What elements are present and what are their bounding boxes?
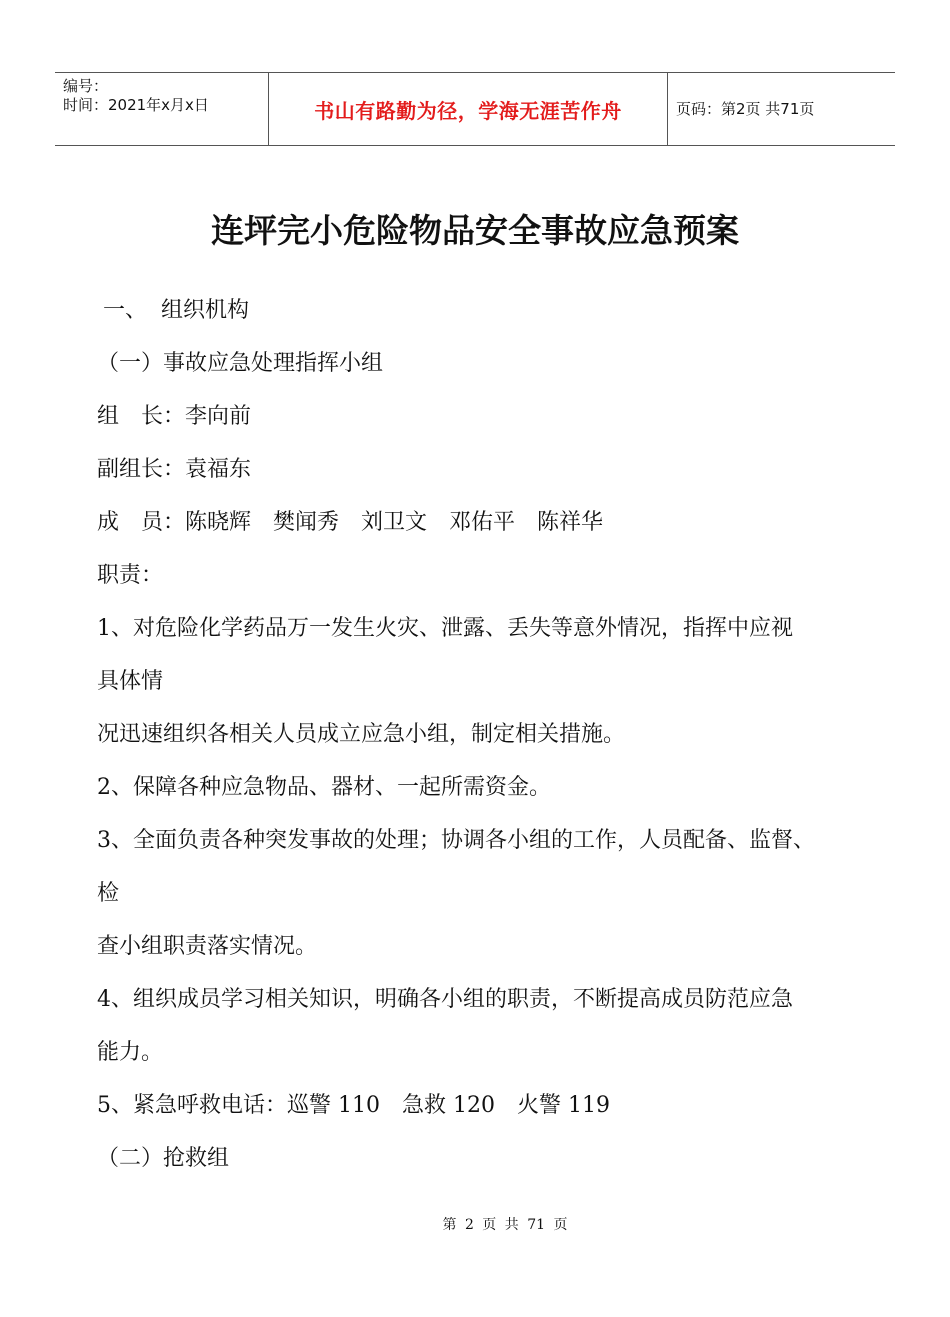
duties-heading: 职责： — [97, 563, 164, 588]
document-number-label: 编号： — [63, 77, 109, 95]
header-meta-cell — [55, 73, 268, 145]
header-page-info: 页码：第2页 共71页 — [676, 99, 815, 118]
subsection-heading: （二）抢救组 — [97, 1146, 230, 1171]
duty-item-5: 5、紧急呼救电话：巡警 110 急救 120 火警 119 — [97, 1093, 610, 1118]
leader-line: 组 长：李向前 — [97, 404, 252, 429]
deputy-leader-line: 副组长：袁福东 — [97, 457, 252, 482]
document-title: 连坪完小危险物品安全事故应急预案 — [211, 211, 739, 250]
duty-item-4-cont: 能力。 — [97, 1040, 164, 1065]
page-header — [55, 72, 895, 146]
duty-item-1: 1、对危险化学药品万一发生火灾、泄露、丢失等意外情况，指挥中应视 — [97, 616, 793, 641]
subsection-heading: （一）事故应急处理指挥小组 — [97, 351, 384, 376]
header-motto: 书山有路勤为径，学海无涯苦作舟 — [314, 98, 622, 123]
duty-item-3: 3、全面负责各种突发事故的处理；协调各小组的工作，人员配备、监督、 — [97, 828, 815, 853]
page-footer: 第 2 页 共 71 页 — [442, 1217, 568, 1233]
header-motto-cell — [268, 73, 668, 145]
duty-item-1-cont: 具体情 — [97, 669, 164, 694]
header-page-cell — [666, 73, 895, 145]
document-time-label: 时间：2021年x月x日 — [63, 96, 209, 114]
section-heading: 一、 组织机构 — [103, 298, 249, 323]
duty-item-3-cont: 检 — [97, 881, 120, 906]
duty-item-3-cont: 查小组职责落实情况。 — [97, 934, 318, 959]
duty-item-4: 4、组织成员学习相关知识，明确各小组的职责，不断提高成员防范应急 — [97, 987, 793, 1012]
duty-item-1-cont: 况迅速组织各相关人员成立应急小组，制定相关措施。 — [97, 722, 626, 747]
duty-item-2: 2、保障各种应急物品、器材、一起所需资金。 — [97, 775, 551, 800]
members-line: 成 员：陈晓辉 樊闻秀 刘卫文 邓佑平 陈祥华 — [97, 510, 604, 535]
